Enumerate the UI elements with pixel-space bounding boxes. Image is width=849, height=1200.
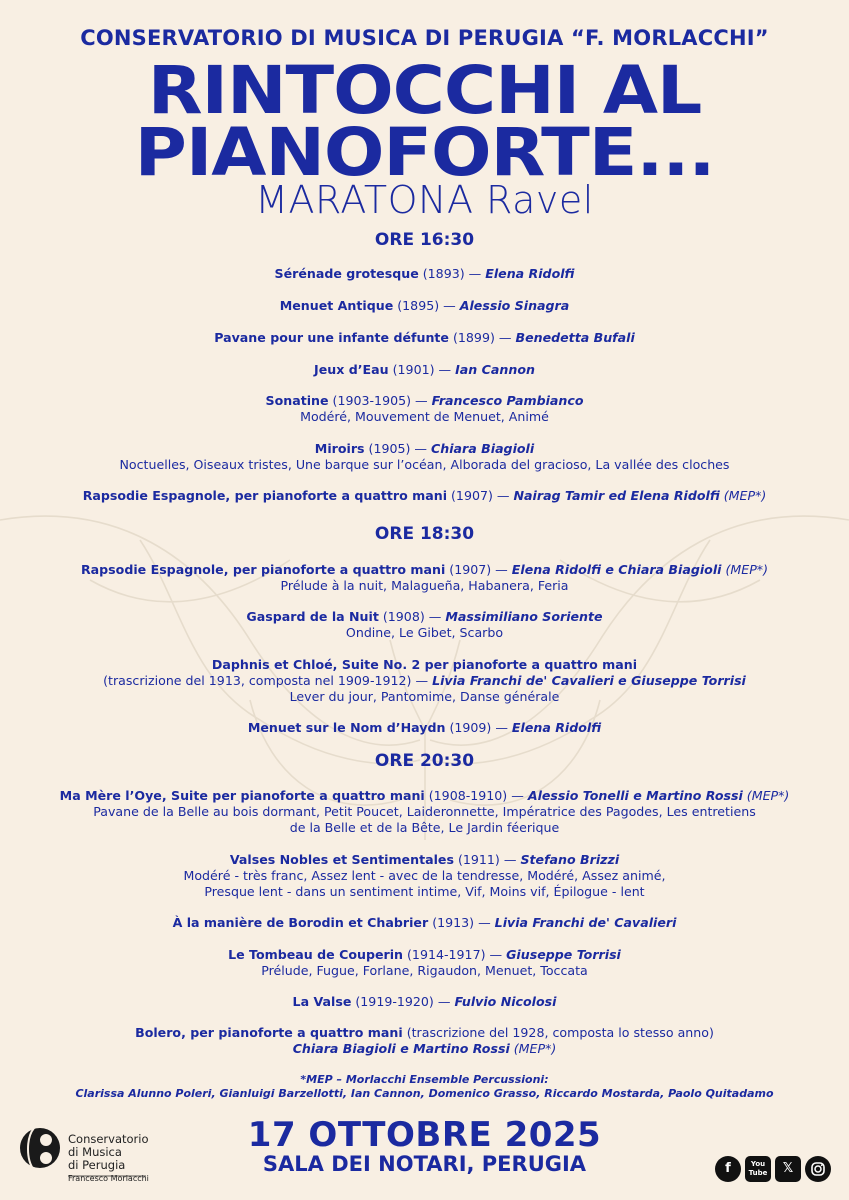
program-item: Miroirs (1905) — Chiara Biagioli xyxy=(314,441,535,456)
movements: Ondine, Le Gibet, Scarbo xyxy=(345,625,504,640)
program-item: Ma Mère l’Oye, Suite per pianoforte a quattro mani (1908-1910) — Alessio Tonelli e Martino Rossi (MEP*) xyxy=(59,788,790,803)
title-line-2: PIANOFORTE... xyxy=(134,114,715,191)
program-item: Sonatine (1903-1905) — Francesco Pambianco xyxy=(265,393,584,408)
program-item-line2: (trascrizione del 1913, composta nel 1909-1912) — Livia Franchi de' Cavalieri e Giuseppe Torrisi xyxy=(103,673,746,688)
program-item: Rapsodie Espagnole, per pianoforte a quattro mani (1907) — Elena Ridolfi e Chiara Biagioli (MEP*) xyxy=(80,562,769,577)
program-item: Menuet Antique (1895) — Alessio Sinagra xyxy=(279,298,570,313)
movements: Prélude à la nuit, Malagueña, Habanera, Feria xyxy=(280,578,569,593)
program-item: Rapsodie Espagnole, per pianoforte a quattro mani (1907) — Nairag Tamir ed Elena Ridolfi (MEP*) xyxy=(82,488,767,503)
movements: Noctuelles, Oiseaux tristes, Une barque sur l’océan, Alborada del gracioso, La vallée des cloches xyxy=(119,457,730,472)
program-item: Sérénade grotesque (1893) — Elena Ridolfi xyxy=(274,266,575,281)
title-line-1: RINTOCCHI AL xyxy=(147,52,702,129)
program-item: Valses Nobles et Sentimentales (1911) — Stefano Brizzi xyxy=(229,852,620,867)
x-icon[interactable]: 𝕏 xyxy=(775,1156,801,1182)
footnote-names: Clarissa Alunno Poleri, Gianluigi Barzellotti, Ian Cannon, Domenico Grasso, Riccardo Mostarda, Paolo Quitadamo xyxy=(75,1087,774,1100)
program-item: Bolero, per pianoforte a quattro mani (trascrizione del 1928, composta lo stesso anno) xyxy=(135,1025,714,1040)
event-venue: SALA DEI NOTARI, PERUGIA xyxy=(262,1152,587,1176)
program-item-line2: Chiara Biagioli e Martino Rossi (MEP*) xyxy=(292,1041,557,1056)
subtitle: MARATONA Ravel xyxy=(255,178,594,222)
movements-line2: de la Belle et de la Bête, Le Jardin féerique xyxy=(289,820,560,835)
institution-name: CONSERVATORIO DI MUSICA DI PERUGIA “F. MORLACCHI” xyxy=(80,26,769,50)
movements: Pavane de la Belle au bois dormant, Petit Poucet, Laideronnette, Impératrice des Pagodes, Les entretiens xyxy=(93,804,756,819)
movements: Lever du jour, Pantomime, Danse générale xyxy=(289,689,560,704)
program-item: Daphnis et Chloé, Suite No. 2 per pianoforte a quattro mani xyxy=(211,657,638,672)
movements: Modéré - très franc, Assez lent - avec de la tendresse, Modéré, Assez animé, xyxy=(183,868,666,883)
facebook-icon[interactable]: f xyxy=(715,1156,741,1182)
program-item: Le Tombeau de Couperin (1914-1917) — Giuseppe Torrisi xyxy=(228,947,621,962)
logo-text: Conservatorio di Musica di Perugia Francesco Morlacchi xyxy=(68,1132,149,1183)
session-time: ORE 18:30 xyxy=(374,524,475,544)
movements-line2: Presque lent - dans un sentiment intime, Vif, Moins vif, Épilogue - lent xyxy=(204,884,645,899)
footnote-title: *MEP – Morlacchi Ensemble Percussioni: xyxy=(300,1073,549,1086)
session-time: ORE 20:30 xyxy=(374,751,475,771)
program-item: Jeux d’Eau (1901) — Ian Cannon xyxy=(314,362,535,377)
event-date: 17 OTTOBRE 2025 xyxy=(247,1115,602,1155)
youtube-icon[interactable]: You Tube xyxy=(745,1156,771,1182)
program-item: À la manière de Borodin et Chabrier (1913) — Livia Franchi de' Cavalieri xyxy=(172,915,677,930)
session-time: ORE 16:30 xyxy=(374,230,475,250)
movements: Modéré, Mouvement de Menuet, Animé xyxy=(300,409,549,424)
movements: Prélude, Fugue, Forlane, Rigaudon, Menuet, Toccata xyxy=(261,963,588,978)
program-item: Gaspard de la Nuit (1908) — Massimiliano Soriente xyxy=(246,609,603,624)
program-item: La Valse (1919-1920) — Fulvio Nicolosi xyxy=(292,994,557,1009)
instagram-icon[interactable] xyxy=(805,1156,831,1182)
program-item: Menuet sur le Nom d’Haydn (1909) — Elena Ridolfi xyxy=(247,720,602,735)
program-item: Pavane pour une infante défunte (1899) — Benedetta Bufali xyxy=(214,330,635,345)
